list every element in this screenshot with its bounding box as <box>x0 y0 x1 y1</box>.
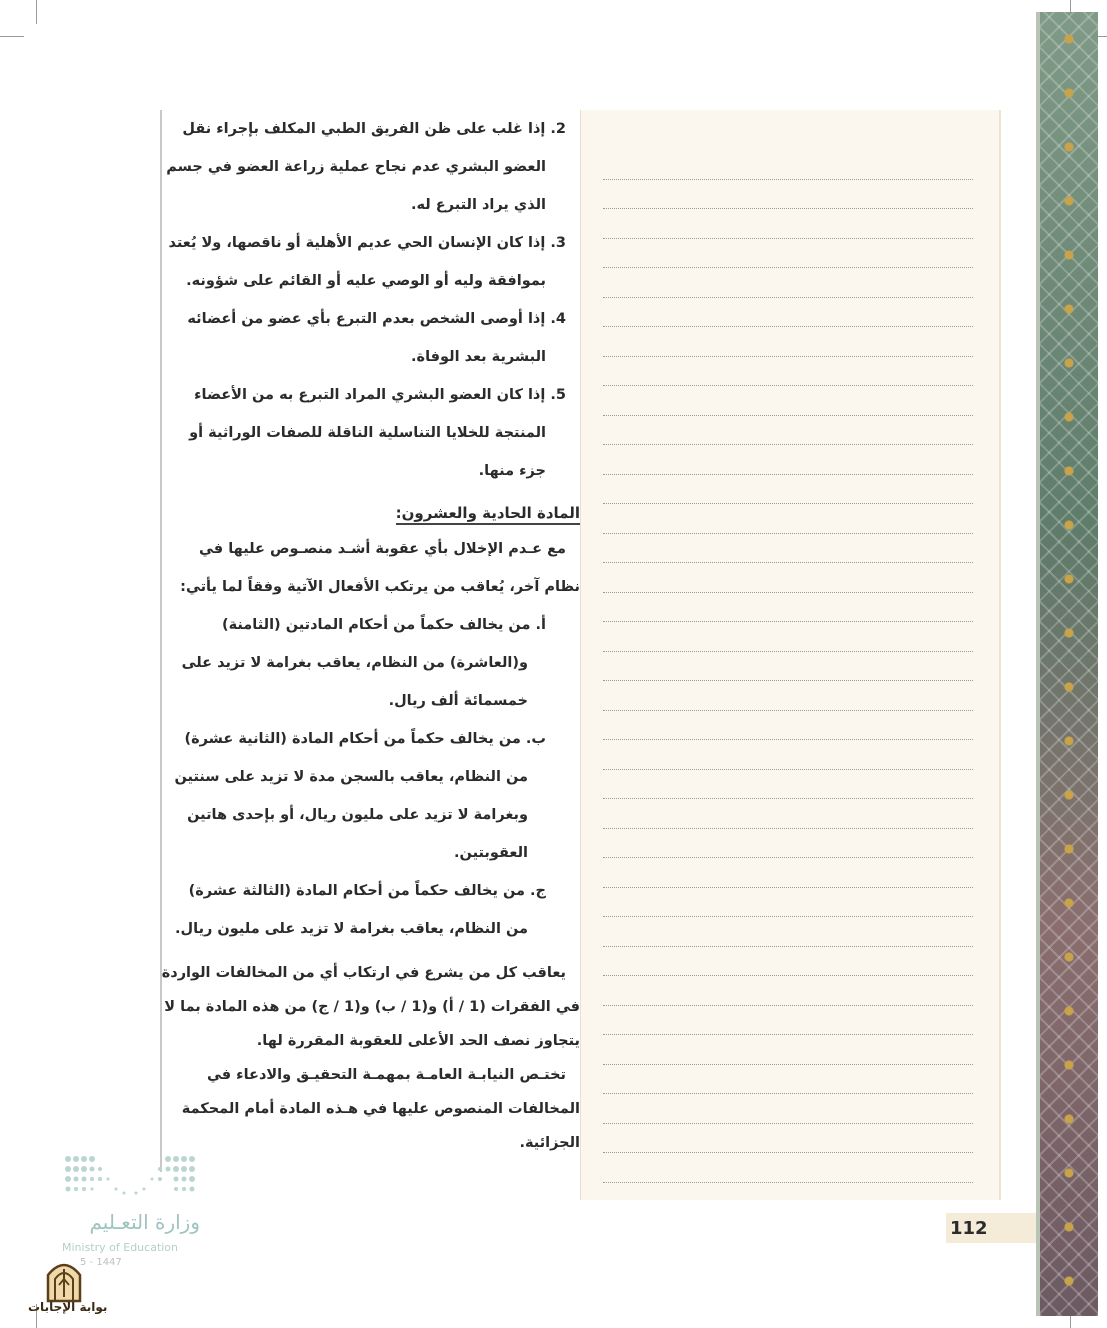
article-21-prosecution-paragraph <box>160 1058 580 1160</box>
article-20-conditions <box>160 110 580 490</box>
note-line[interactable] <box>603 357 973 387</box>
article-21-body <box>160 530 580 948</box>
ministry-name-english: Ministry of Education <box>62 1241 179 1254</box>
text-line: من النظام، يعاقب بالسجن مدة لا تزيد على سنتين <box>174 769 528 785</box>
portal-name: بوابة الإجابات <box>28 1300 108 1314</box>
ministry-year: 5 - 1447 <box>80 1257 122 1268</box>
note-line[interactable] <box>603 298 973 328</box>
note-line[interactable] <box>603 445 973 475</box>
note-line[interactable] <box>603 1094 973 1124</box>
note-line[interactable] <box>603 770 973 800</box>
article-text <box>160 110 580 1172</box>
article-21-heading: المادة الحادية والعشرون: <box>160 496 580 530</box>
text-line: نظام آخر، يُعاقب من يرتكب الأفعال الآتية وفقاً لما يأتي: <box>180 579 580 595</box>
note-line[interactable] <box>603 239 973 269</box>
text-line: أ. من يخالف حكماً من أحكام المادتين (الثامنة) <box>221 617 546 633</box>
note-line[interactable] <box>603 386 973 416</box>
text-line: يتجاوز نصف الحد الأعلى للعقوبة المقررة لها. <box>256 1033 580 1049</box>
text-line: البشرية بعد الوفاة. <box>411 349 546 365</box>
text-line: 2. إذا غلب على ظن الفريق الطبي المكلف بإجراء نقل <box>182 121 566 137</box>
note-line[interactable] <box>603 1124 973 1154</box>
note-line[interactable] <box>603 209 973 239</box>
note-line[interactable] <box>603 976 973 1006</box>
text-line: وبغرامة لا تزيد على مليون ريال، أو بإحدى هاتين <box>187 807 528 823</box>
text-line: بموافقة وليه أو الوصي عليه أو القائم على شؤونه. <box>186 273 546 289</box>
text-line: تختـص النيابـة العامـة بمهمـة التحقيـق والادعاء في <box>206 1067 566 1083</box>
text-line: العضو البشري عدم نجاح عملية زراعة العضو في جسم <box>166 159 546 175</box>
text-line: في الفقرات (1 / أ) و(1 / ب) و(1 / ج) من هذه المادة بما لا <box>164 999 580 1015</box>
note-line[interactable] <box>603 858 973 888</box>
text-line: 4. إذا أوصى الشخص بعدم التبرع بأي عضو من أعضائه <box>187 311 566 327</box>
note-line[interactable] <box>603 416 973 446</box>
page-number: 112 <box>946 1213 1036 1243</box>
text-line: يعاقب كل من يشرع في ارتكاب أي من المخالفات الواردة <box>161 965 566 981</box>
note-line[interactable] <box>603 563 973 593</box>
text-line: المنتجة للخلايا التناسلية الناقلة للصفات الوراثية أو <box>189 425 546 441</box>
text-line: جزء منها. <box>478 463 546 479</box>
text-line: المخالفات المنصوص عليها في هـذه المادة أمام المحكمة <box>181 1101 580 1117</box>
note-line[interactable] <box>603 711 973 741</box>
crop-mark <box>0 36 24 37</box>
note-line[interactable] <box>603 1065 973 1095</box>
note-line[interactable] <box>603 740 973 770</box>
notes-lines <box>603 150 973 1183</box>
text-line: و(العاشرة) من النظام، يعاقب بغرامة لا تزيد على <box>181 655 528 671</box>
text-line: خمسمائة ألف ريال. <box>388 693 528 709</box>
text-line: من النظام، يعاقب بغرامة لا تزيد على مليون ريال. <box>175 921 528 937</box>
text-line: ب. من يخالف حكماً من أحكام المادة (الثانية عشرة) <box>184 731 546 747</box>
note-line[interactable] <box>603 180 973 210</box>
crop-mark <box>36 0 37 24</box>
note-line[interactable] <box>603 681 973 711</box>
text-line: ج. من يخالف حكماً من أحكام المادة (الثالثة عشرة) <box>188 883 546 899</box>
note-line[interactable] <box>603 534 973 564</box>
text-line: الذي يراد التبرع له. <box>410 197 546 213</box>
notes-panel <box>580 110 1001 1200</box>
note-line[interactable] <box>603 799 973 829</box>
note-line[interactable] <box>603 947 973 977</box>
article-21-attempt-paragraph <box>160 956 580 1058</box>
note-line[interactable] <box>603 622 973 652</box>
text-line: 3. إذا كان الإنسان الحي عديم الأهلية أو ناقصها، ولا يُعتد <box>168 235 566 251</box>
decorative-pattern-strip <box>1040 12 1098 1316</box>
text-line: مع عـدم الإخلال بأي عقوبة أشـد منصـوص عليها في <box>198 541 566 557</box>
note-line[interactable] <box>603 327 973 357</box>
note-line[interactable] <box>603 917 973 947</box>
note-line[interactable] <box>603 1006 973 1036</box>
note-line[interactable] <box>603 150 973 180</box>
ministry-name-arabic: وزارة التعـليم <box>89 1210 200 1234</box>
text-line: 5. إذا كان العضو البشري المراد التبرع به من الأعضاء <box>194 387 566 403</box>
note-line[interactable] <box>603 504 973 534</box>
note-line[interactable] <box>603 888 973 918</box>
note-line[interactable] <box>603 829 973 859</box>
text-line: العقوبتين. <box>454 845 528 861</box>
note-line[interactable] <box>603 268 973 298</box>
note-line[interactable] <box>603 1035 973 1065</box>
text-line: الجزائية. <box>519 1135 580 1151</box>
note-line[interactable] <box>603 593 973 623</box>
ministry-logo-icon <box>60 1153 200 1203</box>
portal-logo-icon <box>38 1255 90 1303</box>
note-line[interactable] <box>603 1153 973 1183</box>
note-line[interactable] <box>603 652 973 682</box>
note-line[interactable] <box>603 475 973 505</box>
